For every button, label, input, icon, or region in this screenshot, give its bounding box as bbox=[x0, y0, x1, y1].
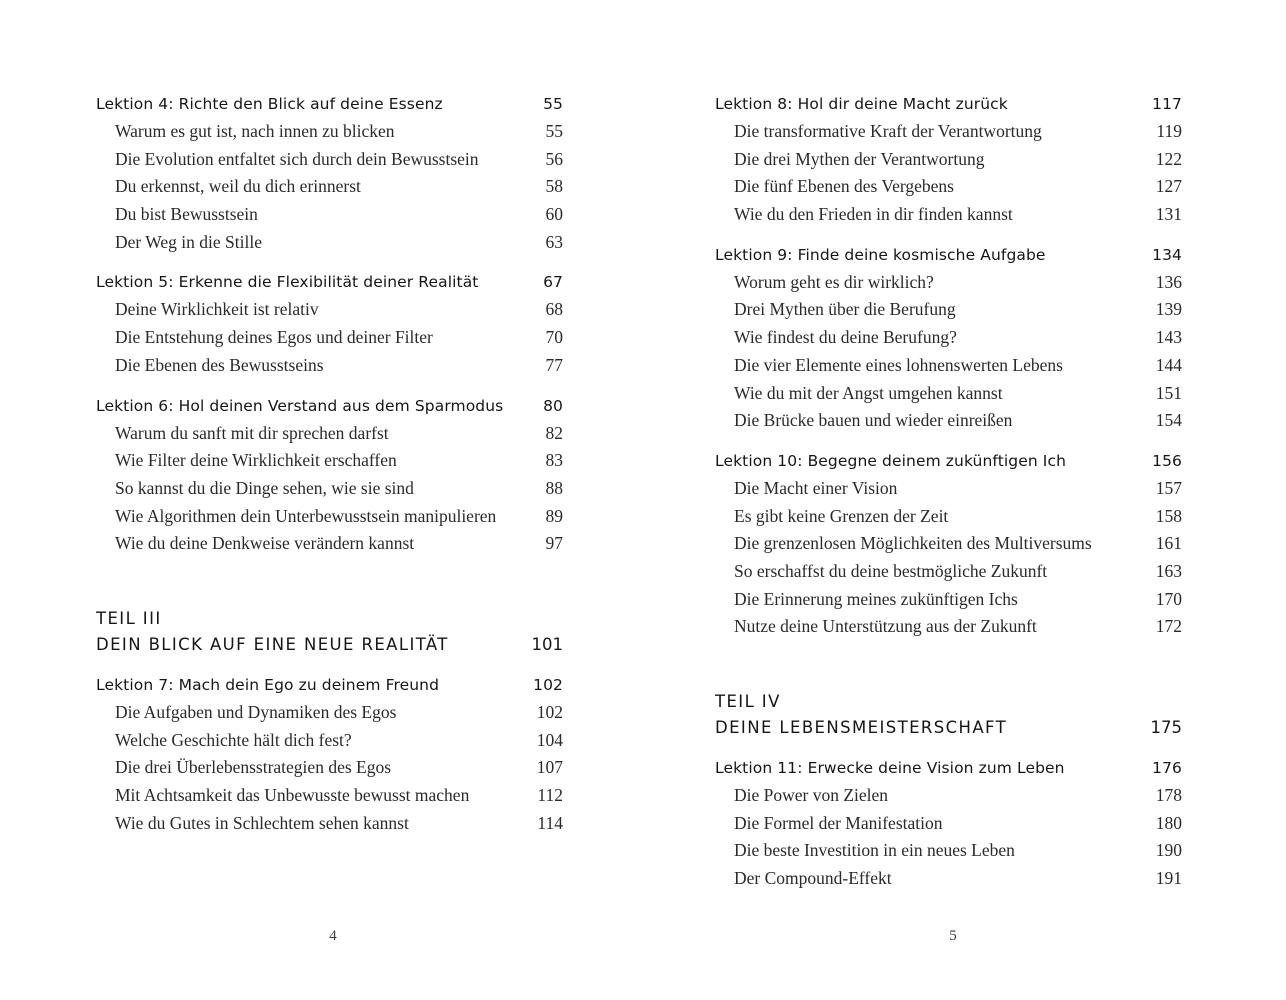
lesson-page-number: 55 bbox=[543, 95, 563, 113]
entry-page-number: 89 bbox=[545, 505, 563, 526]
entry-page-number: 178 bbox=[1155, 785, 1182, 805]
entry-title: Die transformative Kraft der Verantwortung bbox=[734, 121, 1042, 141]
entry-page-number: 112 bbox=[537, 785, 563, 805]
entry-title: Die beste Investition in ein neues Leben bbox=[734, 840, 1015, 861]
entry-title: Warum es gut ist, nach innen zu blicken bbox=[115, 121, 395, 141]
entry-page-number: 151 bbox=[1155, 382, 1182, 403]
toc-entry bbox=[715, 810, 1182, 838]
entry-title: Die Aufgaben und Dynamiken des Egos bbox=[115, 701, 397, 722]
spacer bbox=[96, 659, 563, 671]
lesson-heading bbox=[715, 754, 1182, 782]
toc-entry bbox=[715, 352, 1182, 380]
toc-entry bbox=[715, 530, 1182, 558]
part-title: DEIN BLICK AUF EINE NEUE REALITÄT bbox=[96, 634, 449, 654]
entry-page-number: 114 bbox=[537, 812, 563, 833]
entry-title: Warum du sanft mit dir sprechen darfst bbox=[115, 422, 389, 443]
lesson-page-number: 117 bbox=[1152, 95, 1182, 113]
entry-title: Wie du Gutes in Schlechtem sehen kannst bbox=[115, 812, 409, 833]
toc-entry bbox=[715, 380, 1182, 408]
toc-entry bbox=[715, 324, 1182, 352]
entry-title: Die Ebenen des Bewusstseins bbox=[115, 354, 324, 375]
part-heading bbox=[96, 631, 563, 659]
spacer bbox=[96, 380, 563, 392]
entry-page-number: 172 bbox=[1155, 616, 1182, 637]
toc-entry bbox=[96, 447, 563, 475]
toc-entry bbox=[96, 727, 563, 755]
entry-title: Wie du deine Denkweise verändern kannst bbox=[115, 533, 415, 554]
entry-title: Du erkennst, weil du dich erinnerst bbox=[115, 176, 361, 197]
spacer bbox=[96, 558, 563, 606]
lesson-page-number: 67 bbox=[543, 273, 563, 292]
toc-entry bbox=[715, 558, 1182, 586]
spacer bbox=[715, 435, 1182, 447]
toc-entry bbox=[715, 782, 1182, 810]
entry-page-number: 161 bbox=[1155, 533, 1182, 554]
entry-title: Mit Achtsamkeit das Unbewusste bewusst machen bbox=[115, 785, 470, 805]
entry-title: Die fünf Ebenen des Vergebens bbox=[734, 176, 954, 197]
toc-entry bbox=[715, 865, 1182, 893]
toc-column-right bbox=[715, 90, 1182, 893]
lesson-heading bbox=[96, 90, 563, 118]
toc-entry bbox=[715, 475, 1182, 503]
entry-page-number: 70 bbox=[545, 327, 563, 348]
entry-title: Die Erinnerung meines zukünftigen Ichs bbox=[734, 588, 1018, 609]
toc-entry bbox=[715, 201, 1182, 229]
toc-entry bbox=[715, 407, 1182, 435]
toc-entry bbox=[715, 586, 1182, 614]
toc-entry bbox=[96, 475, 563, 503]
lesson-title: Lektion 10: Begegne deinem zukünftigen Ich bbox=[715, 451, 1067, 470]
entry-page-number: 139 bbox=[1155, 299, 1182, 320]
entry-page-number: 157 bbox=[1155, 477, 1182, 498]
toc-column-left bbox=[96, 90, 563, 837]
entry-page-number: 58 bbox=[545, 176, 563, 197]
toc-entry bbox=[96, 530, 563, 558]
spacer bbox=[96, 256, 563, 268]
lesson-heading bbox=[715, 90, 1182, 118]
lesson-heading bbox=[96, 671, 563, 699]
entry-page-number: 122 bbox=[1155, 148, 1182, 169]
entry-page-number: 82 bbox=[545, 422, 563, 443]
entry-page-number: 102 bbox=[536, 701, 563, 722]
lesson-heading bbox=[715, 241, 1182, 269]
toc-entry bbox=[96, 173, 563, 201]
lesson-heading bbox=[96, 268, 563, 296]
part-title: DEINE LEBENSMEISTERSCHAFT bbox=[715, 718, 1008, 737]
part-page-number: 175 bbox=[1150, 718, 1182, 737]
entry-page-number: 60 bbox=[545, 204, 563, 225]
spacer bbox=[715, 229, 1182, 241]
entry-page-number: 68 bbox=[545, 299, 563, 320]
entry-title: Es gibt keine Grenzen der Zeit bbox=[734, 505, 949, 526]
toc-entry bbox=[96, 699, 563, 727]
part-label: TEIL IV bbox=[715, 692, 781, 711]
toc-entry bbox=[715, 837, 1182, 865]
lesson-title: Lektion 8: Hol dir deine Macht zurück bbox=[715, 95, 1008, 113]
entry-page-number: 163 bbox=[1155, 560, 1182, 581]
toc-entry bbox=[96, 201, 563, 229]
entry-title: Die Power von Zielen bbox=[734, 785, 889, 805]
toc-entry bbox=[715, 296, 1182, 324]
toc-entry bbox=[96, 352, 563, 380]
toc-entry bbox=[96, 754, 563, 782]
entry-page-number: 144 bbox=[1155, 354, 1182, 375]
entry-title: Die drei Überlebensstrategien des Egos bbox=[115, 757, 392, 778]
lesson-page-number: 176 bbox=[1152, 759, 1182, 777]
spacer bbox=[715, 742, 1182, 754]
entry-title: Welche Geschichte hält dich fest? bbox=[115, 729, 352, 750]
entry-title: Wie Algorithmen dein Unterbewusstsein manipulieren bbox=[115, 505, 497, 526]
entry-page-number: 143 bbox=[1155, 327, 1182, 348]
entry-page-number: 180 bbox=[1155, 812, 1182, 833]
entry-title: Die Evolution entfaltet sich durch dein Bewusstsein bbox=[115, 148, 479, 169]
lesson-page-number: 156 bbox=[1152, 451, 1182, 470]
entry-title: Wie findest du deine Berufung? bbox=[734, 327, 957, 348]
lesson-heading bbox=[96, 392, 563, 420]
entry-title: Die vier Elemente eines lohnenswerten Lebens bbox=[734, 354, 1063, 375]
entry-page-number: 63 bbox=[545, 231, 563, 252]
lesson-heading bbox=[715, 447, 1182, 475]
toc-entry bbox=[96, 810, 563, 838]
entry-page-number: 83 bbox=[545, 450, 563, 471]
entry-page-number: 97 bbox=[545, 533, 563, 554]
entry-page-number: 191 bbox=[1155, 868, 1182, 889]
entry-title: Wie Filter deine Wirklichkeit erschaffen bbox=[115, 450, 397, 471]
page-number: 5 bbox=[949, 928, 957, 944]
entry-page-number: 107 bbox=[536, 757, 563, 778]
entry-title: Deine Wirklichkeit ist relativ bbox=[115, 299, 319, 320]
toc-entry bbox=[96, 420, 563, 448]
lesson-title: Lektion 11: Erwecke deine Vision zum Leben bbox=[715, 759, 1065, 777]
toc-entry bbox=[715, 613, 1182, 641]
entry-title: Der Compound-Effekt bbox=[734, 868, 892, 889]
entry-title: Nutze deine Unterstützung aus der Zukunft bbox=[734, 616, 1037, 637]
entry-title: Du bist Bewusstsein bbox=[115, 204, 258, 225]
toc-entry bbox=[715, 269, 1182, 297]
entry-page-number: 131 bbox=[1155, 204, 1182, 225]
lesson-title: Lektion 9: Finde deine kosmische Aufgabe bbox=[715, 245, 1046, 264]
entry-page-number: 77 bbox=[545, 354, 563, 375]
toc-entry bbox=[96, 229, 563, 257]
entry-page-number: 56 bbox=[545, 148, 563, 169]
toc-entry bbox=[96, 324, 563, 352]
entry-title: Die Entstehung deines Egos und deiner Filter bbox=[115, 327, 433, 348]
entry-page-number: 158 bbox=[1155, 505, 1182, 526]
toc-entry bbox=[96, 503, 563, 531]
entry-page-number: 104 bbox=[536, 729, 563, 750]
toc-entry bbox=[96, 118, 563, 146]
lesson-title: Lektion 6: Hol deinen Verstand aus dem Sparmodus bbox=[96, 396, 504, 415]
entry-page-number: 127 bbox=[1155, 176, 1182, 197]
toc-entry bbox=[96, 146, 563, 174]
lesson-page-number: 102 bbox=[533, 675, 563, 694]
lesson-title: Lektion 4: Richte den Blick auf deine Essenz bbox=[96, 95, 443, 113]
part-heading bbox=[715, 714, 1182, 742]
entry-title: Die Formel der Manifestation bbox=[734, 812, 943, 833]
entry-page-number: 154 bbox=[1155, 410, 1182, 431]
entry-title: Die grenzenlosen Möglichkeiten des Multiversums bbox=[734, 533, 1092, 554]
lesson-title: Lektion 5: Erkenne die Flexibilität deiner Realität bbox=[96, 273, 479, 292]
entry-title: Worum geht es dir wirklich? bbox=[734, 271, 934, 292]
entry-page-number: 190 bbox=[1155, 840, 1182, 861]
entry-title: Drei Mythen über die Berufung bbox=[734, 299, 956, 320]
entry-title: Die drei Mythen der Verantwortung bbox=[734, 148, 985, 169]
entry-title: Die Brücke bauen und wieder einreißen bbox=[734, 410, 1013, 431]
toc-entry bbox=[96, 782, 563, 810]
entry-title: Wie du mit der Angst umgehen kannst bbox=[734, 382, 1003, 403]
entry-page-number: 119 bbox=[1156, 121, 1182, 141]
entry-title: So erschaffst du deine bestmögliche Zukunft bbox=[734, 560, 1048, 581]
toc-entry bbox=[715, 503, 1182, 531]
entry-page-number: 88 bbox=[545, 477, 563, 498]
page-number: 4 bbox=[329, 928, 337, 944]
part-page-number: 101 bbox=[531, 634, 563, 654]
lesson-page-number: 80 bbox=[543, 396, 563, 415]
part-label: TEIL III bbox=[96, 608, 162, 628]
lesson-page-number: 134 bbox=[1152, 245, 1182, 264]
spacer bbox=[715, 641, 1182, 689]
entry-title: Der Weg in die Stille bbox=[115, 231, 262, 252]
toc-entry bbox=[715, 173, 1182, 201]
entry-page-number: 136 bbox=[1155, 271, 1182, 292]
lesson-title: Lektion 7: Mach dein Ego zu deinem Freund bbox=[96, 675, 440, 694]
entry-title: Wie du den Frieden in dir finden kannst bbox=[734, 204, 1013, 225]
entry-title: Die Macht einer Vision bbox=[734, 477, 898, 498]
toc-entry bbox=[715, 146, 1182, 174]
toc-entry bbox=[715, 118, 1182, 146]
toc-entry bbox=[96, 296, 563, 324]
entry-title: So kannst du die Dinge sehen, wie sie sind bbox=[115, 477, 414, 498]
right-page bbox=[643, 0, 1286, 1000]
entry-page-number: 170 bbox=[1155, 588, 1182, 609]
entry-page-number: 55 bbox=[545, 121, 563, 141]
